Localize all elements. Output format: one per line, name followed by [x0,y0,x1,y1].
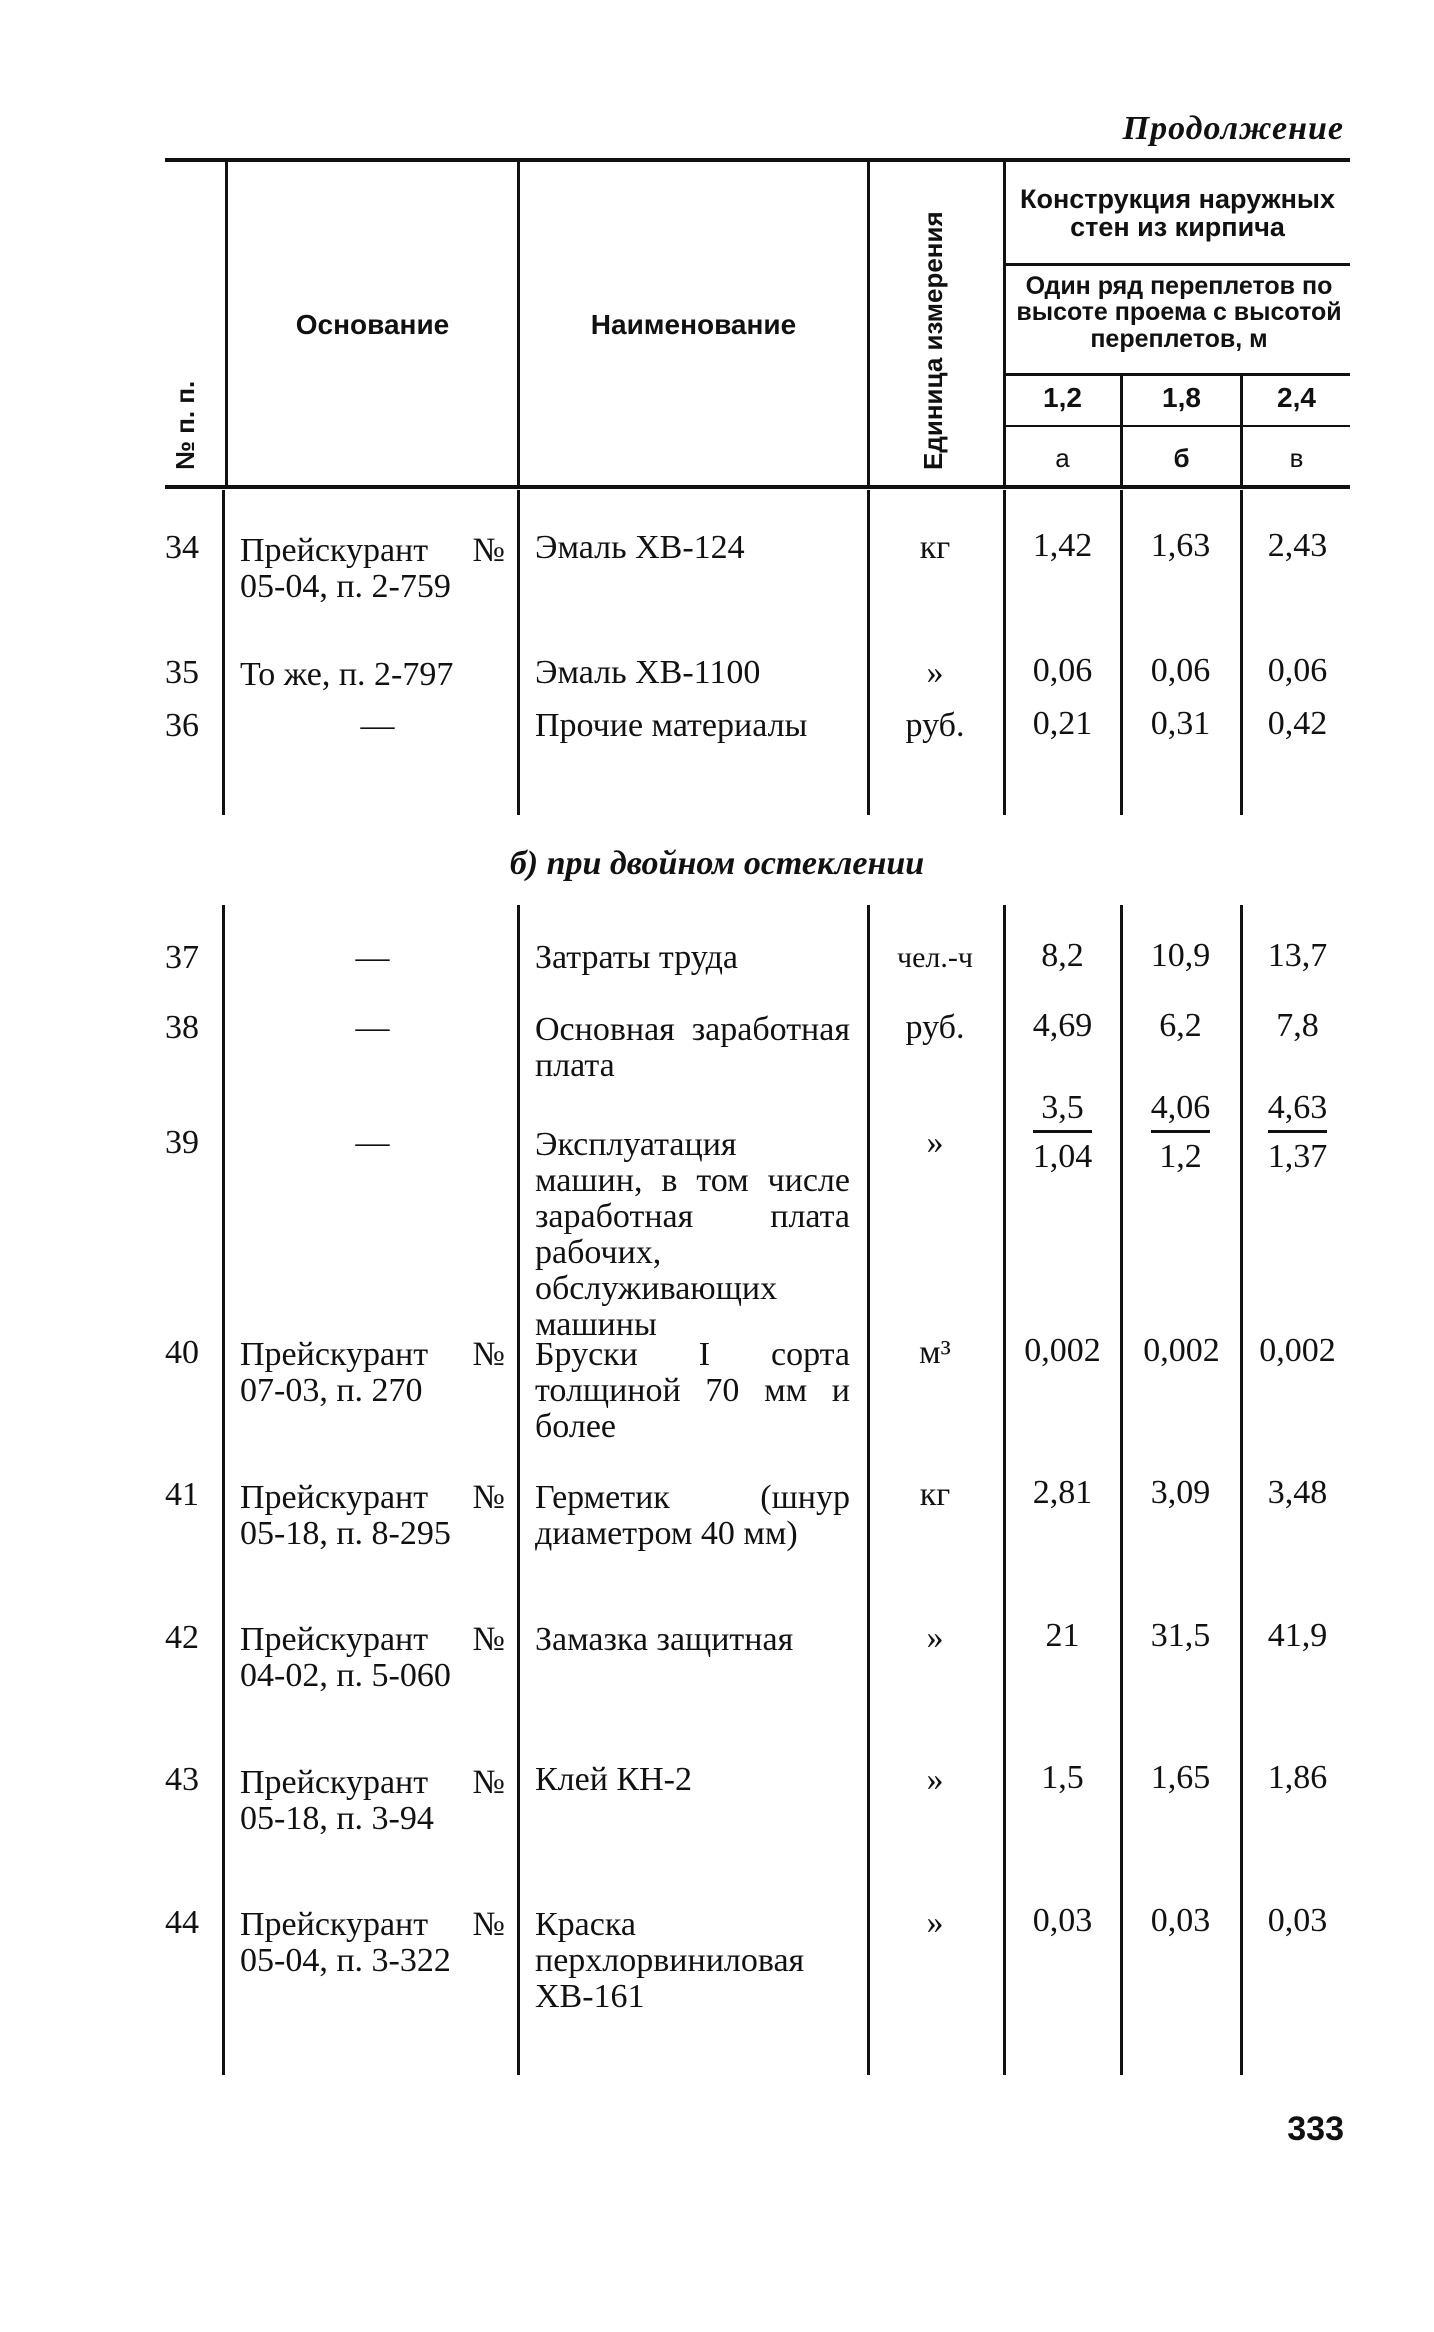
row-name: Герметик (шнур диаметром 40 мм) [535,1479,850,1552]
row-value-v: 3,48 [1267,1474,1328,1511]
row-num: 36 [165,707,199,744]
row-basis: Прейскурант № 05-18, п. 8-295 [240,1479,505,1552]
row-value-a: 21 [1045,1617,1080,1654]
row-unit: » [926,1904,944,1941]
continuation-label: Продолжение [1122,110,1344,147]
row-name: Прочие материалы [535,707,808,744]
row-num: 34 [165,529,199,566]
fraction-top: 4,06 [1151,1090,1211,1133]
row-num: 35 [165,654,199,691]
height-1: 1,2 [1043,382,1082,413]
row-num: 37 [165,939,199,976]
row-unit: » [926,1619,944,1656]
heights-rule [1005,425,1350,427]
row-unit: » [926,1124,944,1161]
height-2: 1,8 [1162,382,1201,413]
col-num-header: № п. п. [170,380,200,470]
row-name: Бруски I сорта толщиной 70 мм и более [535,1336,850,1445]
row-unit: руб. [905,1009,965,1046]
row-value-b: 6,2 [1159,1007,1202,1044]
row-name: Эксплуатация машин, в том числе заработная плата рабочих, обслуживающих машины [535,1126,850,1343]
fraction-bottom: 1,37 [1267,1138,1328,1175]
row-basis: — [360,707,395,744]
row-name: Эмаль ХВ-1100 [535,654,761,691]
row-basis: Прейскурант № 05-04, п. 3-322 [240,1906,505,1979]
row-basis: Прейскурант № 05-18, п. 3-94 [240,1764,505,1837]
row-unit: кг [919,529,951,566]
row-unit: чел.-ч [897,941,973,974]
col-unit-header: Единица измерения [918,211,948,470]
row-basis: Прейскурант № 05-04, п. 2-759 [240,532,505,605]
row-value-a: 4,69 [1032,1007,1093,1044]
header-divider [867,162,870,485]
row-value-v [1240,1090,1355,1175]
row-name: Основная заработная плата [535,1011,850,1084]
row-num: 39 [165,1124,199,1161]
subgroup-title: Один ряд переплетов по высоте проема с высотой переплетов, м [1016,272,1342,353]
row-value-a: 0,21 [1032,705,1093,742]
row-value-b: 0,31 [1150,705,1211,742]
row-basis: Прейскурант № 07-03, п. 270 [240,1336,505,1409]
row-unit: руб. [905,707,965,744]
letter-v: в [1289,443,1304,473]
row-value-v: 13,7 [1267,937,1328,974]
header-bottom-rule [165,485,1350,489]
row-num: 40 [165,1334,199,1371]
body-divider [517,905,520,2075]
row-value-v: 0,06 [1267,652,1328,689]
height-3: 2,4 [1277,382,1316,413]
row-value-a: 0,002 [1024,1332,1101,1369]
fraction [1151,1090,1211,1175]
page-number: 333 [1287,2110,1344,2148]
row-value-a: 0,03 [1032,1902,1093,1939]
body-divider [222,905,225,2075]
row-value-b: 0,03 [1150,1902,1211,1939]
subgroup-rule [1005,373,1350,376]
fraction-bottom: 1,04 [1032,1138,1093,1175]
row-num: 42 [165,1619,199,1656]
group-rule [1005,263,1350,266]
body-divider [517,490,520,815]
row-value-b: 0,06 [1150,652,1211,689]
row-value-b: 3,09 [1150,1474,1211,1511]
row-basis: — [355,939,390,976]
section-title: б) при двойном остеклении [509,845,925,882]
row-value-b [1123,1090,1238,1175]
row-value-v: 0,42 [1267,705,1328,742]
row-basis: — [355,1124,390,1161]
col-name-header: Наименование [590,309,797,340]
row-unit: » [926,1761,944,1798]
row-num: 43 [165,1761,199,1798]
row-num: 41 [165,1476,199,1513]
row-value-b: 31,5 [1150,1617,1211,1654]
row-value-v: 41,9 [1267,1617,1328,1654]
row-name: Замазка защитная [535,1621,794,1658]
row-num: 44 [165,1904,199,1941]
letter-a: а [1055,443,1070,473]
row-basis: То же, п. 2-797 [240,656,454,693]
row-name: Клей КН-2 [535,1761,692,1798]
row-value-a: 1,42 [1032,527,1093,564]
fraction-bottom: 1,2 [1159,1138,1202,1175]
fraction [1033,1090,1093,1175]
row-value-v: 1,86 [1267,1759,1328,1796]
row-value-a: 2,81 [1032,1474,1093,1511]
row-value-a: 1,5 [1041,1759,1084,1796]
row-unit: м³ [919,1334,951,1371]
body-divider [222,490,225,815]
row-value-v: 2,43 [1267,527,1328,564]
row-value-a [1005,1090,1120,1175]
row-value-a: 0,06 [1032,652,1093,689]
header-divider [1003,162,1006,485]
row-num: 38 [165,1009,199,1046]
col-basis-header: Основание [295,309,450,340]
fraction [1268,1090,1328,1175]
row-value-v: 7,8 [1276,1007,1319,1044]
group-title: Конструкция наружных стен из кирпича [1020,184,1335,243]
row-value-a: 8,2 [1041,937,1084,974]
row-value-v: 0,002 [1259,1332,1336,1369]
row-value-v: 0,03 [1267,1902,1328,1939]
fraction-top: 3,5 [1033,1090,1093,1133]
row-basis: Прейскурант № 04-02, п. 5-060 [240,1621,505,1694]
table-top-rule [165,158,1350,162]
row-unit: кг [919,1476,951,1513]
row-value-b: 10,9 [1150,937,1211,974]
row-basis: — [355,1009,390,1046]
row-unit: » [926,654,944,691]
fraction-top: 4,63 [1268,1090,1328,1133]
letter-b: б [1173,443,1190,473]
row-name: Эмаль ХВ-124 [535,529,745,566]
row-value-b: 1,65 [1150,1759,1211,1796]
row-value-b: 1,63 [1150,527,1211,564]
row-name: Краска перхлорвиниловая ХВ-161 [535,1906,805,2015]
row-name: Затраты труда [535,939,739,976]
row-value-b: 0,002 [1143,1332,1220,1369]
